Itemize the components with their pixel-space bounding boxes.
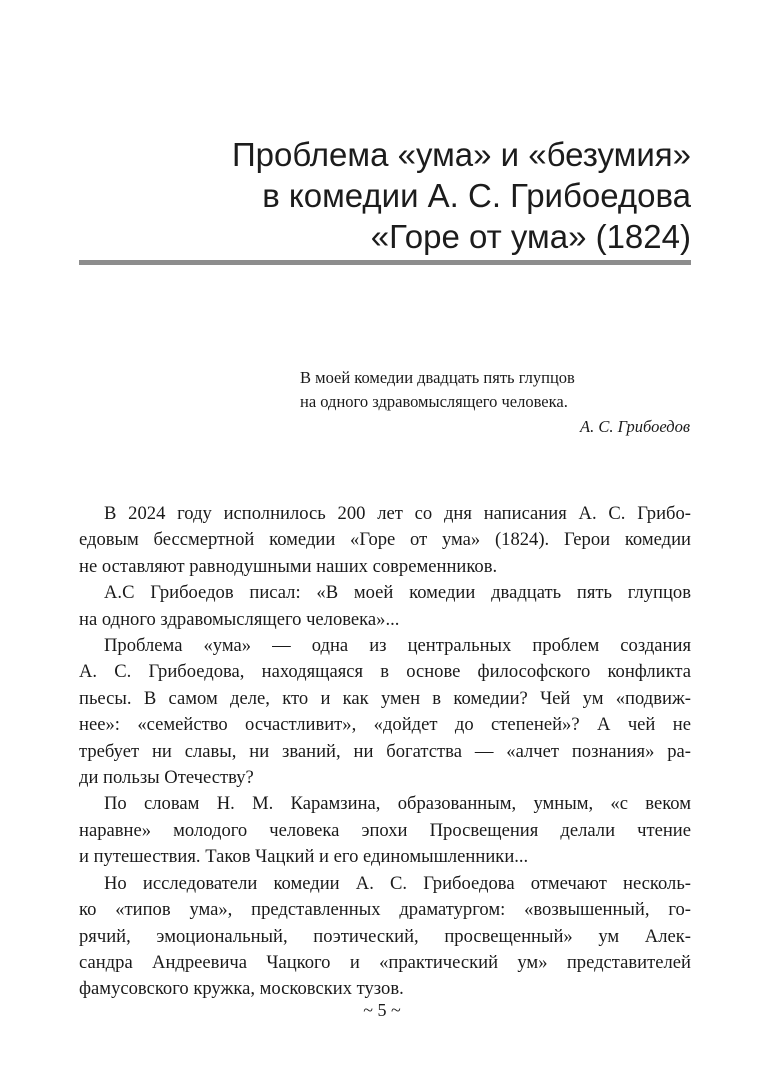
epigraph-author: А. С. Грибоедов: [579, 417, 690, 436]
chapter-title: [60, 134, 691, 257]
text-line: Проблема «ума» — одна из центральных проблем создания: [104, 635, 691, 657]
paragraph: [79, 501, 691, 580]
text-line: пьесы. В самом деле, кто и как умен в комедии? Чей ум «подвиж-: [79, 687, 691, 709]
text-line: ди пользы Отечеству?: [79, 767, 254, 789]
text-line: нее»: «семейство осчастливит», «дойдет до степеней»? А чей не: [79, 714, 691, 736]
paragraph: [79, 871, 691, 1003]
text-line: рячий, эмоциональный, поэтический, просвещенный» ум Алек-: [79, 925, 691, 947]
page-number: ~ 5 ~: [363, 1000, 401, 1020]
text-line: наравне» молодого человека эпохи Просвещения делали чтение: [79, 819, 691, 841]
title-divider: [79, 260, 691, 265]
text-line: Но исследователи комедии А. С. Грибоедова отмечают несколь-: [104, 872, 691, 894]
chapter-title-line: «Горе от ума» (1824): [370, 218, 691, 255]
text-line: не оставляют равнодушными наших современников.: [79, 555, 498, 577]
paragraph: [79, 580, 691, 633]
text-line: едовым бессмертной комедии «Горе от ума» (1824). Герои комедии: [79, 529, 691, 551]
text-line: А.С Грибоедов писал: «В моей комедии двадцать пять глупцов: [104, 582, 691, 604]
text-line: требует ни славы, ни званий, ни богатства — «алчет познания» ра-: [79, 740, 691, 762]
text-line: По словам Н. М. Карамзина, образованным, умным, «с веком: [104, 793, 691, 815]
paragraph: [79, 791, 691, 870]
text-line: фамусовского кружка, московских тузов.: [79, 978, 404, 1000]
text-line: на одного здравомыслящего человека»...: [79, 608, 400, 630]
body-text: [79, 501, 691, 1003]
text-line: ко «типов ума», представленных драматургом: «возвышенный, го-: [79, 899, 691, 921]
text-line: В 2024 году исполнилось 200 лет со дня написания А. С. Грибо-: [104, 503, 691, 524]
chapter-title-line: Проблема «ума» и «безумия»: [231, 136, 691, 173]
epigraph: [300, 366, 690, 439]
epigraph-line: на одного здравомыслящего человека.: [300, 392, 568, 411]
paragraph: [79, 633, 691, 791]
text-line: и путешествия. Таков Чацкий и его единомышленники...: [79, 846, 529, 868]
text-line: А. С. Грибоедова, находящаяся в основе философского конфликта: [79, 661, 691, 683]
epigraph-line: В моей комедии двадцать пять глупцов: [300, 368, 575, 387]
chapter-title-line: в комедии А. С. Грибоедова: [262, 177, 691, 214]
text-line: сандра Андреевича Чацкого и «практический ум» представителей: [79, 951, 691, 973]
